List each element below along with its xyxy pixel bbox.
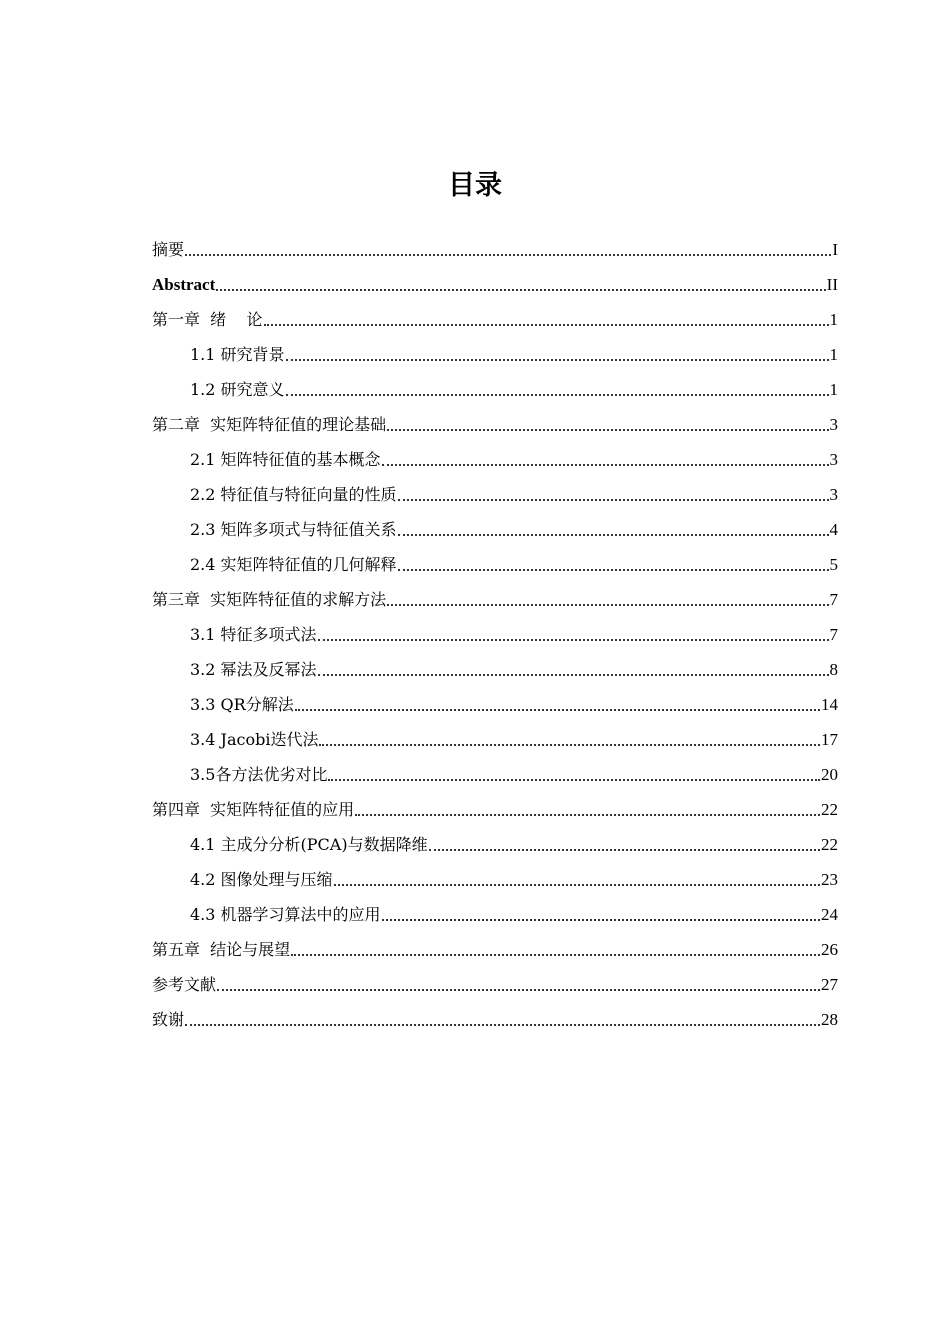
toc-entry-label: 3.3 QR分解法 bbox=[190, 695, 294, 714]
toc-page-number: 17 bbox=[821, 730, 838, 749]
toc-entry-label: 2.4 实矩阵特征值的几何解释 bbox=[190, 555, 397, 574]
dot-leader bbox=[295, 709, 820, 711]
dot-leader bbox=[264, 324, 829, 326]
toc-entry-label: 4.2 图像处理与压缩 bbox=[190, 870, 333, 889]
toc-entry-section-3-5[interactable] bbox=[152, 755, 838, 790]
toc-entry-section-2-1[interactable] bbox=[152, 440, 838, 475]
toc-page-number: 22 bbox=[821, 800, 838, 819]
toc-entry-section-2-2[interactable] bbox=[152, 475, 838, 510]
toc-entry-label: 3.2 幂法及反幂法 bbox=[190, 660, 317, 679]
dot-leader bbox=[382, 919, 820, 921]
dot-leader bbox=[387, 429, 828, 431]
toc-page-number: 3 bbox=[829, 485, 838, 504]
dot-leader bbox=[286, 394, 829, 396]
toc-page-number: II bbox=[826, 275, 838, 294]
toc-entry-section-3-4[interactable] bbox=[152, 720, 838, 755]
toc-entry-abstract-en[interactable] bbox=[152, 265, 838, 300]
toc-page-number: 7 bbox=[829, 625, 838, 644]
toc-page-number: 27 bbox=[821, 975, 838, 994]
toc-page-number: 20 bbox=[821, 765, 838, 784]
toc-entry-section-4-3[interactable] bbox=[152, 895, 838, 930]
toc-entry-label: 2.3 矩阵多项式与特征值关系 bbox=[190, 520, 397, 539]
toc-entry-label: 4.3 机器学习算法中的应用 bbox=[190, 905, 381, 924]
toc-entry-chapter-2[interactable] bbox=[152, 405, 838, 440]
toc-entry-label: 1.1 研究背景 bbox=[190, 345, 285, 364]
page-title: 目录 bbox=[448, 170, 502, 201]
toc-entry-abstract-cn[interactable] bbox=[152, 230, 838, 265]
toc-entry-label: 1.2 研究意义 bbox=[190, 380, 285, 399]
toc-entry-label: 第三章 实矩阵特征值的求解方法 bbox=[152, 590, 387, 609]
toc-page-number: 8 bbox=[829, 660, 838, 679]
dot-leader bbox=[398, 534, 829, 536]
dot-leader bbox=[318, 639, 829, 641]
dot-leader bbox=[398, 569, 829, 571]
dot-leader bbox=[319, 744, 820, 746]
dot-leader bbox=[291, 954, 820, 956]
toc-entry-section-2-4[interactable] bbox=[152, 545, 838, 580]
toc-entry-label: 第一章 绪 论 bbox=[152, 310, 263, 329]
dot-leader bbox=[328, 779, 820, 781]
toc-entry-label: 2.1 矩阵特征值的基本概念 bbox=[190, 450, 381, 469]
toc-page-number: 26 bbox=[821, 940, 838, 959]
toc-entry-section-3-1[interactable] bbox=[152, 615, 838, 650]
toc-entry-label: 3.5各方法优劣对比 bbox=[190, 765, 328, 784]
dot-leader bbox=[318, 674, 829, 676]
toc-entry-label: 摘要 bbox=[152, 240, 185, 259]
toc-entry-section-3-3[interactable] bbox=[152, 685, 838, 720]
toc-entry-label: 第四章 实矩阵特征值的应用 bbox=[152, 800, 355, 819]
dot-leader bbox=[429, 849, 820, 851]
toc-entry-chapter-4[interactable] bbox=[152, 790, 838, 825]
toc-entry-label: 参考文献 bbox=[152, 975, 217, 994]
dot-leader bbox=[216, 289, 825, 291]
toc-page-number: 28 bbox=[821, 1010, 838, 1029]
toc-page-number: 22 bbox=[821, 835, 838, 854]
toc-entry-section-4-1[interactable] bbox=[152, 825, 838, 860]
toc-page-number: 5 bbox=[829, 555, 838, 574]
toc-entry-section-3-2[interactable] bbox=[152, 650, 838, 685]
toc-entry-section-2-3[interactable] bbox=[152, 510, 838, 545]
toc-entry-acknowledgements[interactable] bbox=[152, 1000, 838, 1035]
toc-entry-label: 3.1 特征多项式法 bbox=[190, 625, 317, 644]
toc-page-number: 1 bbox=[829, 345, 838, 364]
toc-entry-section-4-2[interactable] bbox=[152, 860, 838, 895]
dot-leader bbox=[286, 359, 829, 361]
toc-page-number: 1 bbox=[829, 380, 838, 399]
toc-page-number: 23 bbox=[821, 870, 838, 889]
toc-page-number: 24 bbox=[821, 905, 838, 924]
dot-leader bbox=[387, 604, 828, 606]
dot-leader bbox=[217, 989, 820, 991]
toc-page-number: 7 bbox=[829, 590, 838, 609]
toc-entry-label: 致谢 bbox=[152, 1010, 185, 1029]
toc-entry-references[interactable] bbox=[152, 965, 838, 1000]
toc-entry-label: 2.2 特征值与特征向量的性质 bbox=[190, 485, 397, 504]
toc-entry-label: 第二章 实矩阵特征值的理论基础 bbox=[152, 415, 387, 434]
toc-page-number: I bbox=[832, 240, 838, 259]
toc-page-number: 14 bbox=[821, 695, 838, 714]
table-of-contents bbox=[152, 230, 838, 1035]
dot-leader bbox=[398, 499, 829, 501]
toc-entry-label: 3.4 Jacobi迭代法 bbox=[190, 730, 319, 749]
toc-entry-label: Abstract bbox=[152, 275, 216, 294]
dot-leader bbox=[382, 464, 829, 466]
dot-leader bbox=[355, 814, 820, 816]
toc-entry-chapter-1[interactable] bbox=[152, 300, 838, 335]
dot-leader bbox=[185, 254, 831, 256]
toc-entry-label: 第五章 结论与展望 bbox=[152, 940, 291, 959]
toc-page-number: 4 bbox=[829, 520, 838, 539]
toc-entry-label: 4.1 主成分分析(PCA)与数据降维 bbox=[190, 835, 428, 854]
toc-entry-chapter-5[interactable] bbox=[152, 930, 838, 965]
toc-page-number: 1 bbox=[829, 310, 838, 329]
toc-page-number: 3 bbox=[829, 450, 838, 469]
toc-entry-chapter-3[interactable] bbox=[152, 580, 838, 615]
toc-entry-section-1-2[interactable] bbox=[152, 370, 838, 405]
dot-leader bbox=[185, 1024, 820, 1026]
toc-entry-section-1-1[interactable] bbox=[152, 335, 838, 370]
dot-leader bbox=[334, 884, 820, 886]
toc-page-number: 3 bbox=[829, 415, 838, 434]
